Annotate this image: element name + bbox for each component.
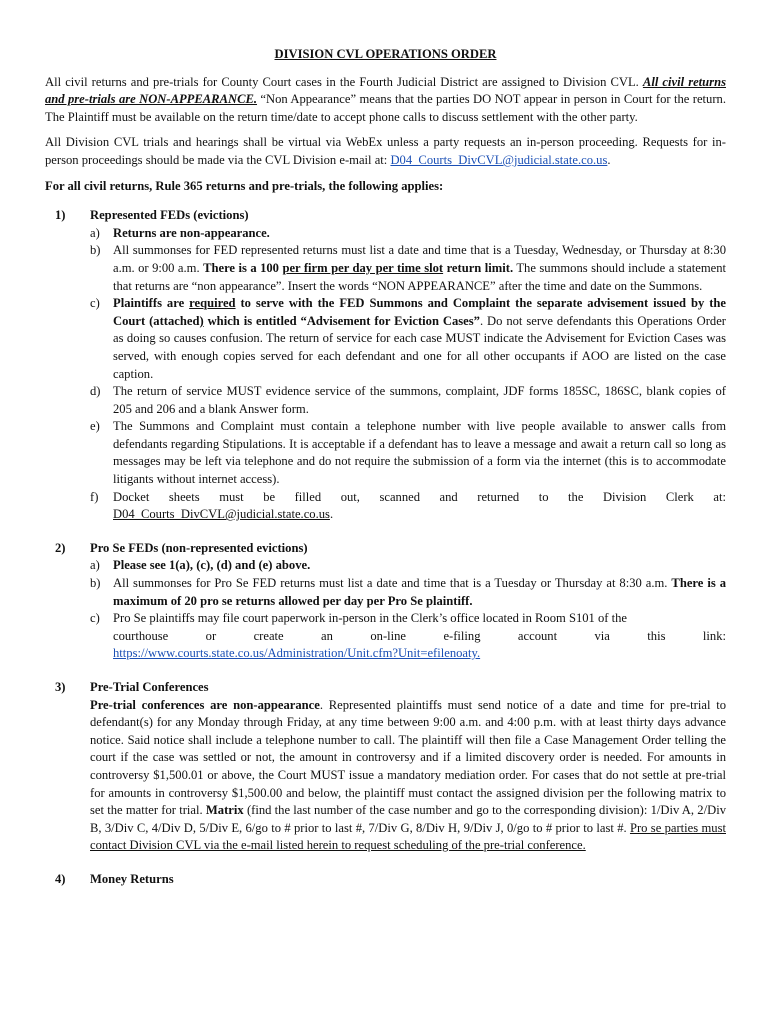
intro-paragraph-1: All civil returns and pre-trials for County Court cases in the Fourth Judicial District are assigned to Division CVL. All civil returns and pre-trials are NON-APPEARANCE. “Non Appearance” means that the parties DO NOT appear in person in Court for the return. The Plaintiff must be available on the return time/date to accept phone calls to discuss settlement with the other party. [45, 74, 726, 124]
division-email-link[interactable]: D04_Courts_DivCVL@judicial.state.co.us [390, 152, 608, 167]
efiling-line: courthouse or create an on-line e-filing account via this link: [113, 628, 726, 643]
list-item-1f: f) Docket sheets must be filled out, scanned and returned to the Division Clerk at: D04_Courts_DivCVL@judicial.state.co.us. [90, 489, 726, 522]
non-appearance-emphasis: All civil returns and pre-trials are NON-APPEARANCE. [45, 74, 726, 107]
list-item-1b: b) All summonses for FED represented returns must list a date and time that is a Tuesday, Wednesday, or Thursday at 8:30 a.m. or 9:00 a.m. There is a 100 per firm per day per time slot return limit. The summons should include a statement that returns are “non appearance”. Insert the words “NON APPEARANCE” after the time and date on the Summons. [90, 243, 726, 293]
document-title: DIVISION CVL OPERATIONS ORDER [274, 47, 497, 61]
list-item-1c: c) Plaintiffs are required to serve with the FED Summons and Complaint the separate advisement issued by the Court (attached) which is entitled “Advisement for Eviction Cases”. Do not serve defendants this Operations Order as doing so causes confusion. The return of service for each case MUST indicate the Advisement for Eviction Cases was served, with enough copies served for each defendant and one for all other occupants if AOO are listed on the case caption. [90, 296, 726, 381]
list-item-1a: a) Returns are non-appearance. [90, 225, 270, 240]
section-1-title: Represented FEDs (evictions) [90, 208, 249, 223]
section-2-title: Pro Se FEDs (non-represented evictions) [90, 540, 308, 555]
list-item-1e: e) The Summons and Complaint must contain a telephone number with live people available to answer calls from defendants regarding Stipulations. It is acceptable if a defendant has to leave a message and await a return call so long as messages may be left via telephone and do not require the submission of a form via the internet (this is to accommodate litigants without internet access). [90, 419, 726, 487]
section-3-heading [45, 679, 726, 697]
docket-email-link[interactable]: D04_Courts_DivCVL@judicial.state.co.us [113, 507, 330, 522]
section-2-heading [45, 540, 726, 558]
section-4-heading [45, 871, 726, 889]
list-item-1d: d) The return of service MUST evidence service of the summons, complaint, JDF forms 185SC, 186SC, blank copies of 205 and 206 and a blank Answer form. [90, 384, 726, 416]
section-money-returns [45, 871, 726, 889]
list-item-2c: c) Pro Se plaintiffs may file court paperwork in-person in the Clerk’s office located in Room S101 of the courthouse or create an on-line e-filing account via this link: https://www.courts.state.co.us/Administration/Unit.cfm?Unit=efilenoaty. [90, 611, 726, 661]
efiling-link[interactable]: https://www.courts.state.co.us/Administration/Unit.cfm?Unit=efilenoaty. [113, 646, 481, 661]
section-4-number: 4) [55, 871, 66, 886]
list-item-2b: b) All summonses for Pro Se FED returns must list a date and time that is a Tuesday or Thursday at 8:30 a.m. There is a maximum of 20 pro se returns allowed per day per Pro Se plaintiff. [90, 576, 726, 608]
pre-trial-paragraph: Pre-trial conferences are non-appearance. Represented plaintiffs must send notice of a date and time for pre-trial to defendant(s) for any Monday through Friday, at any time between 9:00 a.m. and 4:00 p.m. with at least thirty days advance notice. Said notice shall include a telephone number to call. The plaintiff will then file a Case Management Order telling the court if the case was settled or not, the amount in controversy and if a limited discovery order is needed. For amounts in controversy $1,500.01 or above, the Court MUST issue a mandatory mediation order. For cases that do not settle at pre-trial for amounts in controversy $1,500.00 and below, the plaintiff must contact the assigned division per the following matrix to set the matter for trial. Matrix (find the last number of the case number and go to the corresponding division): 1/Div A, 2/Div B, 3/Div C, 4/Div D, 5/Div E, 6/go to # prior to last #, 7/Div G, 8/Div H, 9/Div J, 0/go to # prior to last #. Pro se parties must contact Division CVL via the e-mail listed herein to request scheduling of the pre-trial conference. [90, 697, 726, 853]
section-1-heading [45, 207, 726, 225]
section-4-title: Money Returns [90, 871, 174, 886]
section-3-title: Pre-Trial Conferences [90, 680, 209, 694]
section-3-number: 3) [55, 680, 66, 694]
intro-paragraph-2: All Division CVL trials and hearings shall be virtual via WebEx unless a party requests an in-person proceeding. Requests for in-person proceedings should be made via the CVL Division e-mail at: D04_Courts_DivCVL@judicial.state.co.us. [45, 135, 726, 167]
section-pre-trial-conferences [45, 679, 726, 855]
list-item-2a: a) Please see 1(a), (c), (d) and (e) above. [90, 558, 311, 573]
applies-heading: For all civil returns, Rule 365 returns and pre-trials, the following applies: [45, 178, 444, 193]
section-1-number: 1) [55, 208, 66, 223]
section-represented-feds [45, 207, 726, 524]
section-2-number: 2) [55, 540, 66, 555]
docket-sheets-line: Docket sheets must be filled out, scanned and returned to the Division Clerk at: [113, 489, 726, 504]
section-pro-se-feds [45, 540, 726, 663]
